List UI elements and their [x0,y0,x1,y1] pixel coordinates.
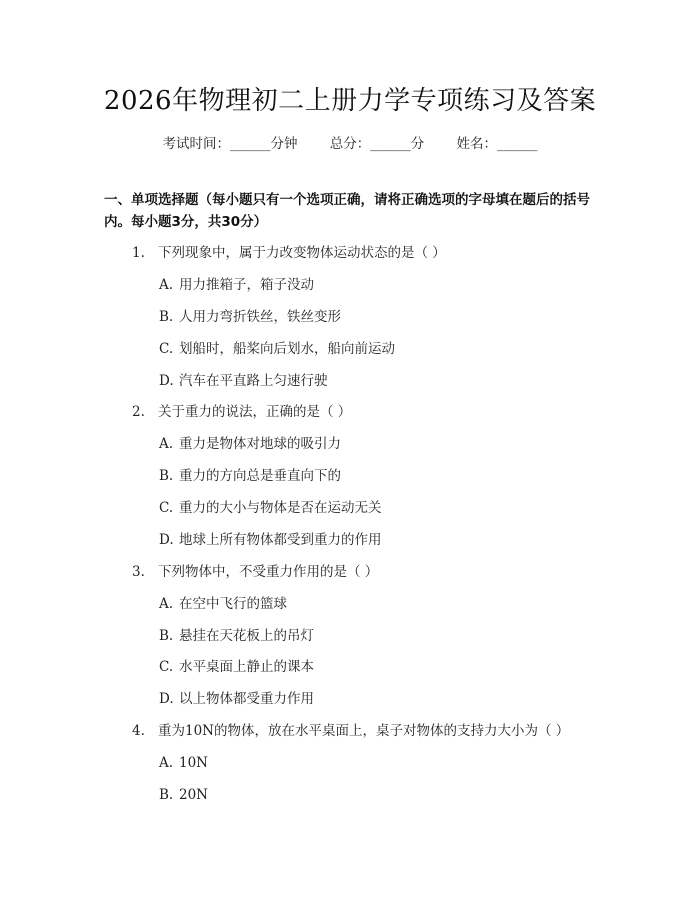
question-number: 4. [132,723,145,739]
option-text: 在空中飞行的篮球 [179,596,287,612]
option-letter: C. [159,659,174,675]
question-text: 关于重力的说法，正确的是（ ） [158,404,352,420]
option-1b [159,307,341,327]
option-letter: A. [159,277,174,293]
option-2a [159,434,341,454]
total-score-field: 总分：______分 [329,136,425,152]
section-heading-single-choice: 一、单项选择题（每小题只有一个选项正确，请将正确选项的字母填在题后的括号内。每小题3分，共30分） [104,192,590,230]
option-letter: C. [159,500,174,516]
question-number: 3. [132,564,145,580]
option-letter: B. [159,468,174,484]
option-letter: A. [159,755,174,771]
exam-info-line [0,132,700,152]
option-letter: C. [159,341,174,357]
question-1 [132,243,446,263]
option-text: 重力是物体对地球的吸引力 [179,436,341,452]
student-name-field: 姓名：______ [456,136,538,152]
option-text: 划船时，船桨向后划水，船向前运动 [179,341,395,357]
question-text: 重为10N的物体，放在水平桌面上，桌子对物体的支持力大小为（ ） [158,723,570,739]
option-text: 重力的大小与物体是否在运动无关 [179,500,382,516]
option-4b [159,785,208,805]
option-2d [159,530,382,550]
option-3d [159,689,314,709]
option-3c [159,657,314,677]
question-number: 2. [132,404,145,420]
option-letter: D. [159,691,174,707]
question-3 [132,562,378,582]
option-1d [159,371,328,391]
question-text: 下列物体中，不受重力作用的是（ ） [158,564,379,580]
option-letter: D. [159,373,174,389]
option-letter: B. [159,628,174,644]
option-text: 汽车在平直路上匀速行驶 [179,373,328,389]
option-text: 10N [179,755,208,771]
option-2c [159,498,382,518]
option-text: 重力的方向总是垂直向下的 [179,468,341,484]
option-3a [159,594,287,614]
option-text: 以上物体都受重力作用 [179,691,314,707]
option-text: 悬挂在天花板上的吊灯 [179,628,314,644]
option-1a [159,275,314,295]
exam-time-field: 考试时间：______分钟 [162,136,298,152]
option-1c [159,339,395,359]
option-text: 人用力弯折铁丝，铁丝变形 [179,309,341,325]
option-letter: D. [159,532,174,548]
question-4 [132,721,569,741]
question-text: 下列现象中，属于力改变物体运动状态的是（ ） [158,245,446,261]
option-2b [159,466,341,486]
option-letter: B. [159,309,174,325]
question-2 [132,402,351,422]
option-text: 20N [179,787,208,803]
option-text: 用力推箱子，箱子没动 [179,277,314,293]
option-text: 水平桌面上静止的课本 [179,659,314,675]
option-letter: A. [159,436,174,452]
question-number: 1. [132,245,145,261]
page-title: 2026年物理初二上册力学专项练习及答案 [103,86,597,116]
option-3b [159,626,314,646]
option-4a [159,753,208,773]
option-text: 地球上所有物体都受到重力的作用 [179,532,382,548]
option-letter: A. [159,596,174,612]
option-letter: B. [159,787,174,803]
